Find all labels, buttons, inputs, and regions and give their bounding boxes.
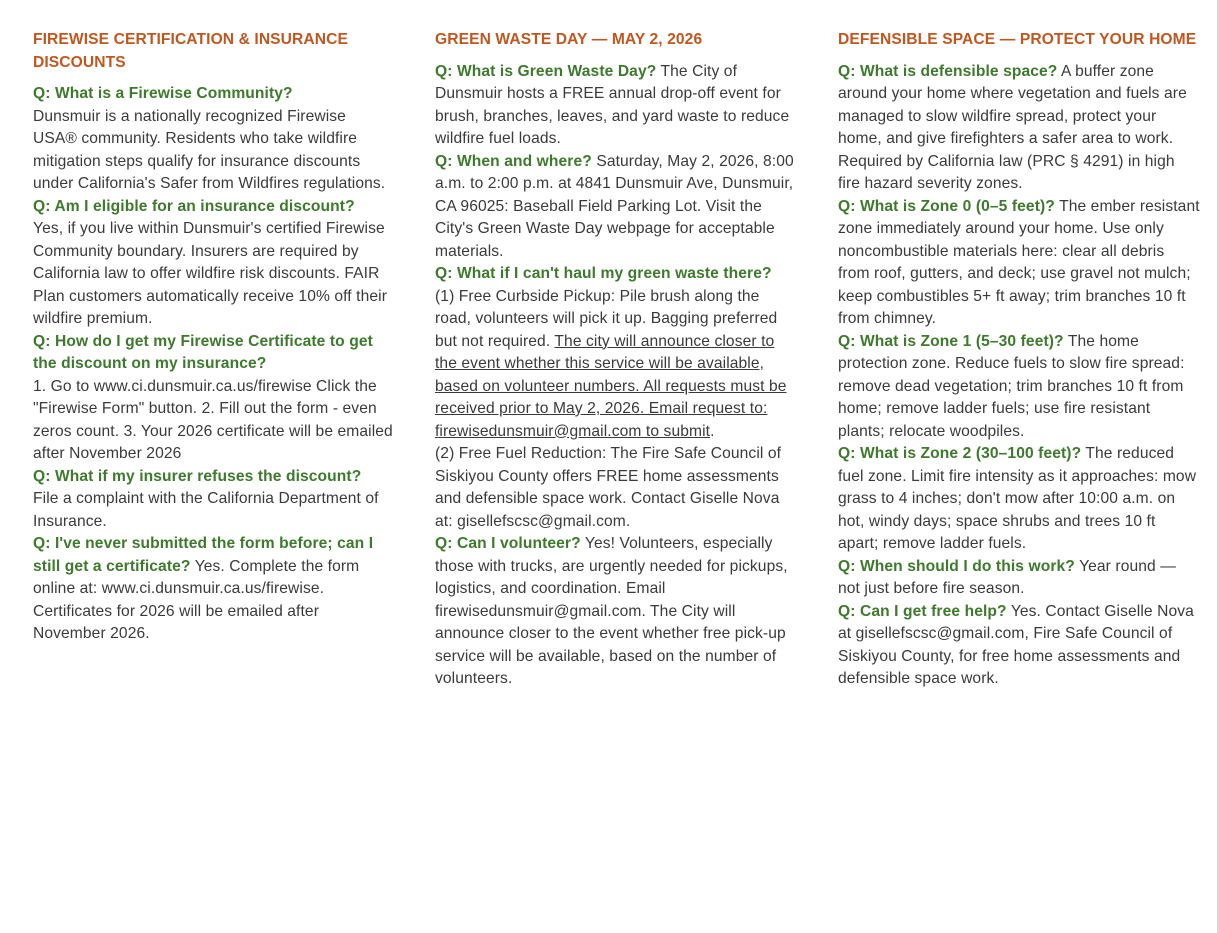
answer: Yes. Contact Giselle Nova at gisellefscsc@gmail.com, Fire Safe Council of Siskiyou County, for free home assessments and defensible space work. — [838, 602, 1194, 687]
question: Q: Am I eligible for an insurance discount? — [33, 197, 355, 215]
defensible-space-column — [838, 29, 1200, 691]
qa-item — [435, 151, 795, 264]
qa-item — [33, 466, 393, 534]
green-waste-day-column — [435, 29, 795, 691]
qa-item — [33, 331, 393, 466]
question: Q: How do I get my Firewise Certificate to get the discount on my insurance? — [33, 332, 373, 372]
answer: File a complaint with the California Department of Insurance. — [33, 490, 379, 530]
question: Q: What if I can't haul my green waste there? — [435, 265, 772, 282]
qa-item — [838, 61, 1200, 196]
answer: The City of Dunsmuir hosts a FREE annual drop-off event for brush, branches, leaves, and yard waste to reduce wildfire fuel loads. — [435, 62, 790, 147]
question: Q: What is Zone 2 (30–100 feet)? — [838, 445, 1082, 462]
qa-item — [435, 533, 795, 691]
column-heading: DEFENSIBLE SPACE — PROTECT YOUR HOME — [838, 31, 1197, 48]
question: Q: What is Green Waste Day? — [435, 62, 657, 80]
qa-item — [33, 83, 393, 196]
answer: Yes. Complete the form online at: www.ci.dunsmuir.ca.us/firewise. Certificates for 2026 will be emailed after November 2026. — [33, 557, 360, 642]
answer-end: . — [710, 422, 715, 440]
qa-item — [838, 556, 1200, 601]
answer: 1. Go to www.ci.dunsmuir.ca.us/firewise Click the "Firewise Form" button. 2. Fill out the form - even zeros count. 3. Your 2026 certificate will be emailed after November 2026 — [33, 377, 393, 462]
column-heading: GREEN WASTE DAY — MAY 2, 2026 — [435, 31, 703, 48]
qa-item — [838, 331, 1200, 444]
answer: (1) Free Curbside Pickup: Pile brush along the road, volunteers will pick it up. Bagging preferred but not required. — [435, 287, 778, 350]
qa-item — [838, 601, 1200, 691]
question: Q: What if my insurer refuses the discount? — [33, 467, 362, 485]
question: Q: When and where? — [435, 152, 592, 170]
column-heading: FIREWISE CERTIFICATION & INSURANCE DISCOUNTS — [33, 31, 348, 71]
qa-item — [435, 61, 795, 151]
qa-item — [838, 196, 1200, 331]
question: Q: What is defensible space? — [838, 62, 1058, 80]
firewise-certification-column — [33, 29, 393, 646]
answer: Saturday, May 2, 2026, 8:00 a.m. to 2:00 p.m. at 4841 Dunsmuir Ave, Dunsmuir, CA 96025: Baseball Field Parking Lot. Visit the City's Green Waste Day webpage for acceptable materials. — [435, 152, 794, 260]
answer: Yes! Volunteers, especially those with trucks, are urgently needed for pickups, logistics, and coordination. Email firewisedunsmuir@gmail.com. The City will announce closer to the event whether free pick-up service will be available, based on the number of volunteers. — [435, 535, 788, 687]
answer: Year round — not just before fire season. — [838, 557, 1176, 597]
answer: Yes, if you live within Dunsmuir's certified Firewise Community boundary. Insurers are required by California law to offer wildfire risk discounts. FAIR Plan customers automatically receive 10% off their wildfire premium. — [33, 220, 388, 327]
question: Q: What is Zone 1 (5–30 feet)? — [838, 332, 1064, 350]
curbside-notice: The city will announce closer to the event whether this service will be available, based on volunteer numbers. All requests must be received prior to May 2, 2026. Email request to: firewisedunsmuir@gmail.com to submit — [435, 332, 787, 440]
answer: The ember resistant zone immediately around your home. Use only noncombustible materials here: clear all debris from roof, gutters, and deck; use gravel not mulch; keep combustibles 5+ ft away; trim branches 10 ft from chimney. — [838, 197, 1200, 327]
qa-item — [33, 196, 393, 331]
answer: A buffer zone around your home where vegetation and fuels are managed to slow wildfire spread, protect your home, and give firefighters a safer area to work. Required by California law (PRC § 4291) in high fire hazard severity zones. — [838, 62, 1187, 192]
qa-item — [33, 533, 393, 646]
answer: Dunsmuir is a nationally recognized Firewise USA® community. Residents who take wildfire mitigation steps qualify for insurance discounts under California's Safer from Wildfires regulations. — [33, 107, 386, 192]
question: Q: What is a Firewise Community? — [33, 85, 293, 102]
qa-item — [435, 263, 795, 533]
question: Q: Can I get free help? — [838, 602, 1007, 620]
question: Q: When should I do this work? — [838, 557, 1075, 575]
qa-item — [838, 443, 1200, 556]
answer: The reduced fuel zone. Limit fire intensity as it approaches: mow grass to 4 inches; don't mow after 10:00 a.m. on hot, windy days; space shrubs and trees 10 ft apart; remove ladder fuels. — [838, 445, 1197, 552]
question: Q: Can I volunteer? — [435, 535, 581, 552]
question: Q: What is Zone 0 (0–5 feet)? — [838, 197, 1055, 215]
answer: (2) Free Fuel Reduction: The Fire Safe Council of Siskiyou County offers FREE home assessments and defensible space work. Contact Giselle Nova at: gisellefscsc@gmail.com. — [435, 445, 782, 530]
answer: The home protection zone. Reduce fuels to slow fire spread: remove dead vegetation; trim branches 10 ft from home; remove ladder fuels; use fire resistant plants; relocate woodpiles. — [838, 332, 1185, 440]
question: Q: I've never submitted the form before; can I still get a certificate? — [33, 535, 374, 575]
